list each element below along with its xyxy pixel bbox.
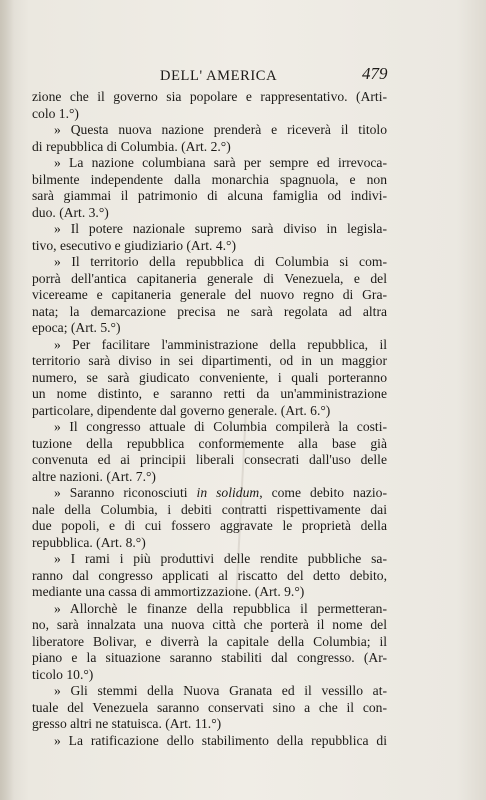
text-line: piano e la situazione saranno stabiliti dal congresso. (Ar- [32, 650, 387, 665]
text-line: ticolo 10.°) [32, 666, 94, 682]
text-line: tuale del Venezuela saranno conservati sino a che il con- [32, 699, 387, 715]
text-line: nata; la demarcazione precisa ne sarà regolata ad altra [32, 303, 387, 319]
text-line: convenuta ed ai principii liberali consecrati dall'uso delle [32, 452, 387, 467]
text-line: colo 1.°) [32, 105, 79, 121]
text-line: nale della Columbia, i debiti contratti rispettivamente dai [32, 501, 387, 517]
text-line: » I rami i più produttivi delle rendite pubbliche sa- [54, 551, 387, 566]
text-line: » Per facilitare l'amministrazione della repubblica, il [54, 336, 387, 352]
text-line: no, sarà innalzata una nuova città che porterà il nome del [32, 617, 387, 632]
text-line: porrà dell'antica capitaneria generale di Venezuela, e del [32, 270, 387, 286]
text-line: » Gli stemmi della Nuova Granata ed il vessillo at- [54, 683, 387, 698]
text-line: bilmente independente dalla monarchia spagnuola, e non [32, 171, 387, 187]
text-line: altre nazioni. (Art. 7.°) [32, 468, 156, 484]
text-line: tuzione della repubblica conformemente alla base già [32, 435, 387, 451]
text-line: numero, se sarà giudicato conveniente, i quali porteranno [32, 369, 387, 385]
text-line: di repubblica di Columbia. (Art. 2.°) [32, 138, 231, 154]
text-line: » Saranno riconosciuti in solidum, come debito nazio- [54, 485, 387, 500]
text-line: duo. (Art. 3.°) [32, 204, 109, 220]
page-header [0, 64, 486, 92]
text-line: particolare, dipendente dal governo generale. (Art. 6.°) [32, 402, 331, 418]
text-line: zione che il governo sia popolare e rappresentativo. (Arti- [32, 89, 387, 104]
text-line: » Il potere nazionale supremo sarà diviso in legisla- [54, 221, 387, 236]
text-line: gresso altri ne statuisca. (Art. 11.°) [32, 716, 222, 731]
text-line: epoca; (Art. 5.°) [32, 320, 121, 335]
text-line: » La ratificazione dello stabilimento della repubblica di [54, 732, 387, 748]
text-line: repubblica. (Art. 8.°) [32, 534, 146, 550]
text-line: » Il congresso attuale di Columbia compilerà la costi- [54, 419, 387, 434]
running-title: DELL' AMERICA [160, 68, 278, 84]
page-gutter-shadow [0, 0, 14, 800]
text-line: » La nazione columbiana sarà per sempre ed irrevoca- [54, 155, 387, 170]
page-number: 479 [362, 64, 388, 83]
text-line: » Allorchè le finanze della repubblica il permetteran- [54, 600, 387, 616]
text-line: tivo, esecutivo e giudiziario (Art. 4.°) [32, 237, 236, 253]
body-text [32, 89, 387, 749]
text-line: territorio sarà diviso in sei dipartimenti, od in un maggior [32, 353, 387, 368]
text-line: mediante una cassa di ammortizzazione. (Art. 9.°) [32, 584, 305, 599]
text-line: due popoli, e di cui fossero aggravate le proprietà della [32, 518, 387, 533]
text-line: liberatore Bolivar, e diverrà la capitale della Columbia; il [32, 633, 387, 649]
text-line: un nome distinto, e saranno retti da un'amministrazione [32, 386, 387, 401]
text-line: » Questa nuova nazione prenderà e riceverà il titolo [54, 122, 387, 137]
text-line: sarà giammai il patrimonio di alcuna famiglia od indivi- [32, 188, 387, 203]
text-line: vicereame e capitaneria generale del nuovo regno di Gra- [32, 287, 387, 302]
text-line: » Il territorio della repubblica di Columbia si com- [54, 254, 387, 269]
text-line: ranno dal congresso applicati al riscatto del detto debito, [32, 567, 387, 583]
